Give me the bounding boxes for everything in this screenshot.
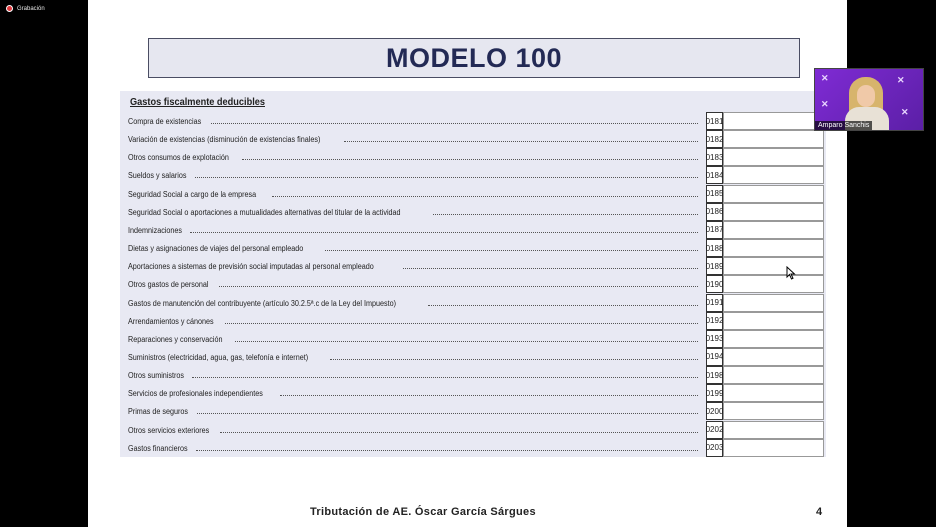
form-panel <box>120 91 826 457</box>
row-code: 0181 <box>706 112 723 130</box>
row-label-text: Primas de seguros <box>128 407 189 417</box>
amount-field[interactable] <box>723 384 824 402</box>
row-label <box>128 426 698 435</box>
section-heading: Gastos fiscalmente deducibles <box>130 97 265 108</box>
amount-field[interactable] <box>723 439 824 457</box>
row-code: 0194 <box>706 348 723 366</box>
amount-field[interactable] <box>723 148 824 166</box>
dot-leader <box>433 208 698 215</box>
recording-label: Grabación <box>17 5 45 12</box>
row-code: 0186 <box>706 203 723 221</box>
row-label <box>128 389 698 398</box>
row-label-text: Variación de existencias (disminución de existencias finales) <box>128 135 321 145</box>
form-row <box>120 366 826 384</box>
row-label <box>128 335 698 344</box>
row-code: 0184 <box>706 166 723 184</box>
row-label <box>128 135 698 144</box>
wall-logo-icon: ✕ <box>897 75 905 85</box>
amount-field[interactable] <box>723 221 824 239</box>
row-code: 0191 <box>706 294 723 312</box>
dot-leader <box>219 280 698 287</box>
form-row <box>120 239 826 257</box>
row-label-text: Gastos de manutención del contribuyente (artículo 30.2.5ª.c de la Ley del Impuesto) <box>128 298 397 308</box>
amount-field[interactable] <box>723 166 824 184</box>
amount-field[interactable] <box>723 312 824 330</box>
row-code: 0202 <box>706 421 723 439</box>
dot-leader <box>220 426 698 433</box>
row-label-text: Seguridad Social a cargo de la empresa <box>128 189 257 199</box>
amount-field[interactable] <box>723 185 824 203</box>
row-label-text: Aportaciones a sistemas de previsión social imputadas al personal empleado <box>128 262 374 272</box>
dot-leader <box>330 353 698 360</box>
row-label <box>128 153 698 162</box>
wall-logo-icon: ✕ <box>821 99 829 109</box>
dot-leader <box>242 153 698 160</box>
amount-field[interactable] <box>723 330 824 348</box>
form-row <box>120 257 826 275</box>
amount-field[interactable] <box>723 294 824 312</box>
amount-field[interactable] <box>723 130 824 148</box>
row-label-text: Otros consumos de explotación <box>128 153 229 163</box>
row-label-text: Servicios de profesionales independientes <box>128 389 263 399</box>
record-icon <box>6 5 13 12</box>
row-code: 0188 <box>706 239 723 257</box>
row-label-text: Seguridad Social o aportaciones a mutualidades alternativas del titular de la actividad <box>128 207 401 217</box>
form-row <box>120 402 826 420</box>
dot-leader <box>235 335 698 342</box>
form-row <box>120 112 826 130</box>
form-row <box>120 439 826 457</box>
row-code: 0192 <box>706 312 723 330</box>
form-row <box>120 421 826 439</box>
slide-title: MODELO 100 <box>385 42 563 73</box>
row-label <box>128 299 698 308</box>
row-label <box>128 280 698 289</box>
row-code: 0183 <box>706 148 723 166</box>
row-code: 0200 <box>706 402 723 420</box>
form-row <box>120 294 826 312</box>
dot-leader <box>192 371 698 378</box>
row-code: 0199 <box>706 384 723 402</box>
dot-leader <box>428 299 698 306</box>
row-label-text: Otros gastos de personal <box>128 280 209 290</box>
presentation-slide <box>88 0 847 527</box>
dot-leader <box>280 389 698 396</box>
dot-leader <box>403 262 698 269</box>
wall-logo-icon: ✕ <box>901 107 909 117</box>
row-label-text: Otros suministros <box>128 371 185 381</box>
row-label <box>128 371 698 380</box>
row-label-text: Otros servicios exteriores <box>128 425 210 435</box>
webcam-thumbnail[interactable] <box>814 68 924 131</box>
row-code: 0182 <box>706 130 723 148</box>
row-label <box>128 190 698 199</box>
dot-leader <box>211 117 698 124</box>
row-label-text: Compra de existencias <box>128 117 202 126</box>
row-label-text: Gastos financieros <box>128 443 188 453</box>
row-label <box>128 353 698 362</box>
dot-leader <box>325 244 698 251</box>
row-code: 0193 <box>706 330 723 348</box>
row-code: 0185 <box>706 185 723 203</box>
slide-footer: Tributación de AE. Óscar García Sárgues <box>310 506 536 518</box>
amount-field[interactable] <box>723 348 824 366</box>
form-row <box>120 166 826 184</box>
dot-leader <box>190 226 698 233</box>
row-label-text: Dietas y asignaciones de viajes del personal empleado <box>128 244 304 254</box>
form-row <box>120 221 826 239</box>
amount-field[interactable] <box>723 239 824 257</box>
row-label-text: Reparaciones y conservación <box>128 334 223 344</box>
row-label-text: Arrendamientos y cánones <box>128 316 214 326</box>
amount-field[interactable] <box>723 112 824 130</box>
page-number: 4 <box>816 506 823 518</box>
wall-logo-icon: ✕ <box>821 73 829 83</box>
form-row <box>120 312 826 330</box>
form-row <box>120 275 826 293</box>
form-row <box>120 130 826 148</box>
slide-title-box <box>148 38 800 78</box>
person-face <box>857 85 875 107</box>
dot-leader <box>344 135 698 142</box>
row-label <box>128 262 698 271</box>
mouse-cursor-icon <box>786 266 796 280</box>
amount-field[interactable] <box>723 203 824 221</box>
row-code: 0203 <box>706 439 723 457</box>
row-label <box>128 244 698 253</box>
row-code: 0198 <box>706 366 723 384</box>
amount-field[interactable] <box>723 421 824 439</box>
amount-field[interactable] <box>723 402 824 420</box>
row-label-text: Suministros (electricidad, agua, gas, telefonía e internet) <box>128 352 309 362</box>
row-code: 0189 <box>706 257 723 275</box>
row-label <box>128 117 698 126</box>
row-label <box>128 317 698 326</box>
form-row <box>120 384 826 402</box>
row-label <box>128 444 698 453</box>
recording-indicator <box>6 5 45 12</box>
form-row <box>120 185 826 203</box>
row-code: 0190 <box>706 275 723 293</box>
form-row <box>120 148 826 166</box>
form-row <box>120 330 826 348</box>
amount-field[interactable] <box>723 257 824 275</box>
dot-leader <box>272 190 698 197</box>
form-row <box>120 348 826 366</box>
dot-leader <box>195 171 698 178</box>
dot-leader <box>196 444 698 451</box>
row-label-text: Indemnizaciones <box>128 225 183 235</box>
participant-name: Amparo Sanchis <box>815 121 872 130</box>
row-label-text: Sueldos y salarios <box>128 171 187 181</box>
row-code: 0187 <box>706 221 723 239</box>
row-label <box>128 226 698 235</box>
amount-field[interactable] <box>723 366 824 384</box>
dot-leader <box>225 317 698 324</box>
row-label <box>128 208 698 217</box>
row-label <box>128 171 698 180</box>
form-row <box>120 203 826 221</box>
row-label <box>128 407 698 416</box>
dot-leader <box>197 407 698 414</box>
amount-field[interactable] <box>723 275 824 293</box>
